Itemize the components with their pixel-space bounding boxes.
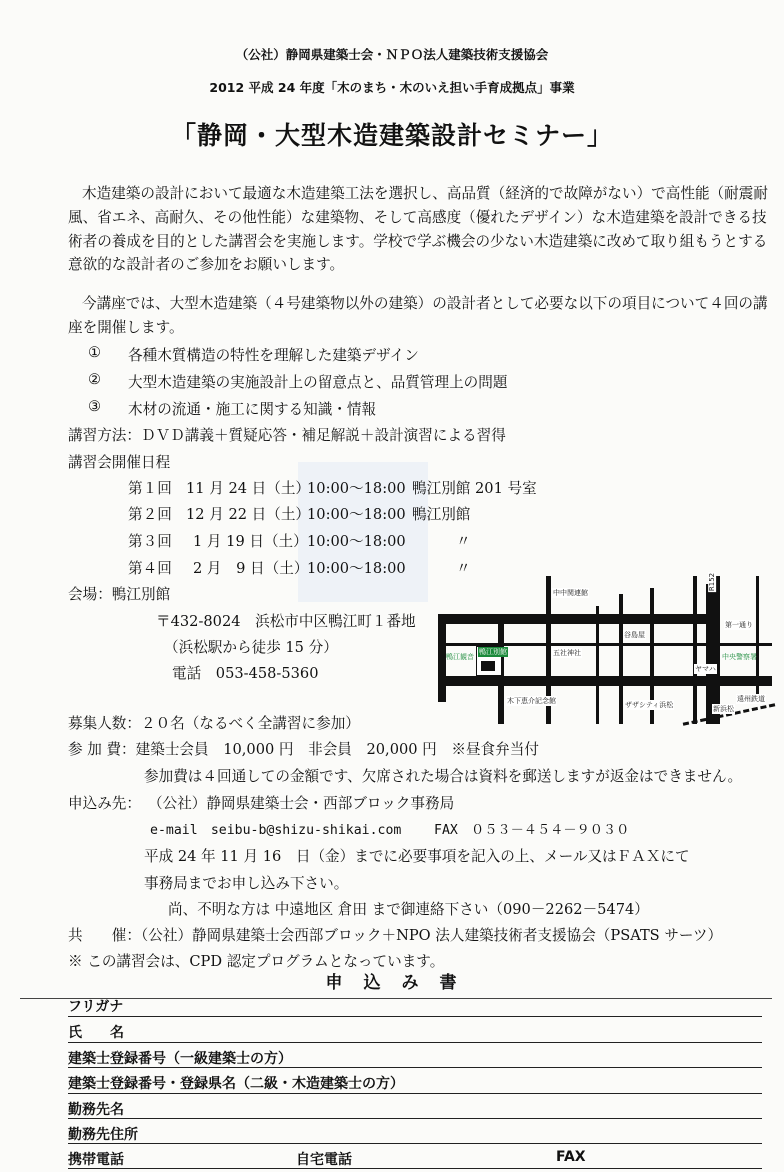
intro-paragraph-2: 今講座では、大型木造建築（４号建築物以外の建築）の設計者として必要な以下の項目について４回の講座を開催します。 (68, 295, 768, 336)
map-route-label: R152 (708, 572, 717, 592)
map-road (596, 606, 599, 724)
map-road (716, 576, 720, 724)
map-label: 五社神社 (553, 649, 581, 657)
map-venue-label: 鴨江別館 (479, 648, 507, 656)
cpd-note: ※ この講習会は、CPD 認定プログラムとなっています。 (68, 953, 445, 970)
field-label-home-phone: 自宅電話 (296, 1152, 352, 1168)
fee-line: 参 加 費：建築士会員 10,000 円 非会員 20,000 円 ※昼食弁当付 (68, 741, 539, 758)
phone-fields-line[interactable] (68, 1168, 762, 1169)
session-date: 12 月 22 日（土） (186, 506, 311, 523)
venue-phone: 電話 053-458-5360 (172, 665, 319, 682)
session-label: 第２回 (128, 506, 172, 523)
session-time: 10:00～18:00 (307, 506, 406, 523)
session-place: 鴨江別館 (412, 506, 471, 523)
map-road (438, 676, 772, 686)
name-field[interactable] (68, 1042, 762, 1043)
map-road (756, 576, 759, 696)
map-green-label: 中央警察署 (722, 653, 757, 661)
apply-deadline-2: 事務局までお申し込み下さい。 (144, 875, 349, 892)
session-time: 10:00～18:00 (307, 533, 406, 550)
session-place: 〃 (456, 533, 471, 550)
venue-map (436, 572, 776, 726)
field-label-furigana: フリガナ (68, 999, 124, 1015)
map-green-label: 鴨江観音 (446, 653, 474, 661)
organizer-line: （公社）静岡県建築士会・ＮＰＯ法人建築技術支援協会 (235, 47, 549, 62)
apply-office: （公社）静岡県建築士会・西部ブロック事務局 (148, 795, 455, 812)
page-title: 「静岡・大型木造建築設計セミナー」 (170, 121, 613, 150)
map-road (438, 614, 446, 702)
topic-number: ③ (88, 398, 102, 415)
field-label-company-address: 勤務先住所 (68, 1127, 138, 1143)
venue-label: 会場：鴨江別館 (68, 586, 171, 603)
topic-text: 木材の流通・施工に関する知識・情報 (128, 401, 377, 418)
session-time: 10:00～18:00 (307, 560, 406, 577)
form-title: 申 込 み 書 (325, 973, 459, 993)
session-label: 第１回 (128, 480, 172, 497)
session-label: 第４回 (128, 560, 172, 577)
intro-paragraph-1: 木造建築の設計において最適な木造建築工法を選択し、高品質（経済的で故障がない）で高性能（耐震耐風、省エネ、高耐久、その他性能）な建築物、そして高感度（優れたデザイン）な木造建築を設計できる技術者の養成を目的とした講習会を実施します。学校で学ぶ機会の少ない木造建築に改めて取り組もうとする意欲的な設計者のご参加をお願いします。 (68, 185, 768, 274)
recruit-count: 募集人数：２０名（なるべく全講習に参加） (68, 715, 360, 732)
venue-address: 〒432-8024 浜松市中区鴨江町１番地 (156, 613, 416, 630)
topic-number: ② (88, 371, 102, 388)
lecture-method: 講習方法：ＤＶＤ講義＋質疑応答・補足解説＋設計演習による習得 (68, 427, 506, 444)
company-address-field[interactable] (68, 1143, 762, 1144)
map-label: 遠州鉄道 (737, 695, 765, 703)
session-place: 〃 (456, 560, 471, 577)
map-road (619, 594, 623, 724)
map-road (693, 576, 697, 724)
furigana-field[interactable] (68, 1016, 762, 1017)
map-road (438, 614, 716, 624)
map-label: 谷島屋 (624, 631, 645, 639)
topic-number: ① (88, 344, 102, 361)
field-label-name: 氏 名 (68, 1025, 124, 1041)
field-label-company: 勤務先名 (68, 1102, 124, 1118)
map-label: 木下恵介記念館 (507, 697, 556, 705)
fee-note: 参加費は４回通しての金額です、欠席された場合は資料を郵送しますが返金はできません。 (144, 768, 743, 785)
session-label: 第３回 (128, 533, 172, 550)
map-label: 新浜松 (713, 705, 734, 713)
company-field[interactable] (68, 1118, 762, 1119)
session-time: 10:00～18:00 (307, 480, 406, 497)
project-line: 2012 平成 24 年度「木のまち・木のいえ担い手育成拠点」事業 (209, 80, 575, 95)
session-place: 鴨江別館 201 号室 (412, 480, 537, 497)
reg1-field[interactable] (68, 1067, 762, 1068)
field-label-fax: FAX (556, 1149, 586, 1165)
session-date: 11 月 24 日（土） (186, 480, 311, 497)
topic-text: 大型木造建築の実施設計上の留意点と、品質管理上の問題 (128, 374, 508, 391)
apply-fax: FAX ０５３－４５４－９０３０ (434, 823, 630, 838)
schedule-title: 講習会開催日程 (68, 454, 171, 471)
apply-contact: 尚、不明な方は 中遠地区 倉田 まで御連絡下さい（090－2262－5474） (168, 901, 649, 918)
field-label-reg2: 建築士登録番号・登録県名（二級・木造建築士の方） (68, 1076, 404, 1092)
session-date: 2 月 9 日（土） (193, 560, 309, 577)
field-label-reg1: 建築士登録番号（一級建築士の方） (68, 1051, 292, 1067)
topic-text: 各種木質構造の特性を理解した建築デザイン (128, 347, 419, 364)
form-divider (20, 998, 772, 999)
map-label: 第一通り (725, 621, 753, 629)
apply-deadline: 平成 24 年 11 月 16 日（金）までに必要事項を記入の上、メール又はＦＡＸにて (144, 848, 690, 865)
session-date: 1 月 19 日（土） (193, 533, 308, 550)
field-label-mobile: 携帯電話 (68, 1152, 124, 1168)
map-label: ヤマハ (695, 665, 716, 673)
map-road (706, 584, 716, 724)
apply-email[interactable]: e-mail seibu-b@shizu-shikai.com (150, 823, 402, 838)
co-host: 共 催：（公社）静岡県建築士会西部ブロック＋NPO 法人建築技術者支援協会（PSATS サーツ） (68, 927, 723, 944)
map-label: ザザシティ浜松 (625, 701, 674, 709)
reg2-field[interactable] (68, 1093, 762, 1094)
apply-label: 申込み先： (68, 795, 141, 812)
map-label: 中中関連館 (553, 589, 588, 597)
venue-access: （浜松駅から徒歩 15 分） (164, 639, 338, 656)
